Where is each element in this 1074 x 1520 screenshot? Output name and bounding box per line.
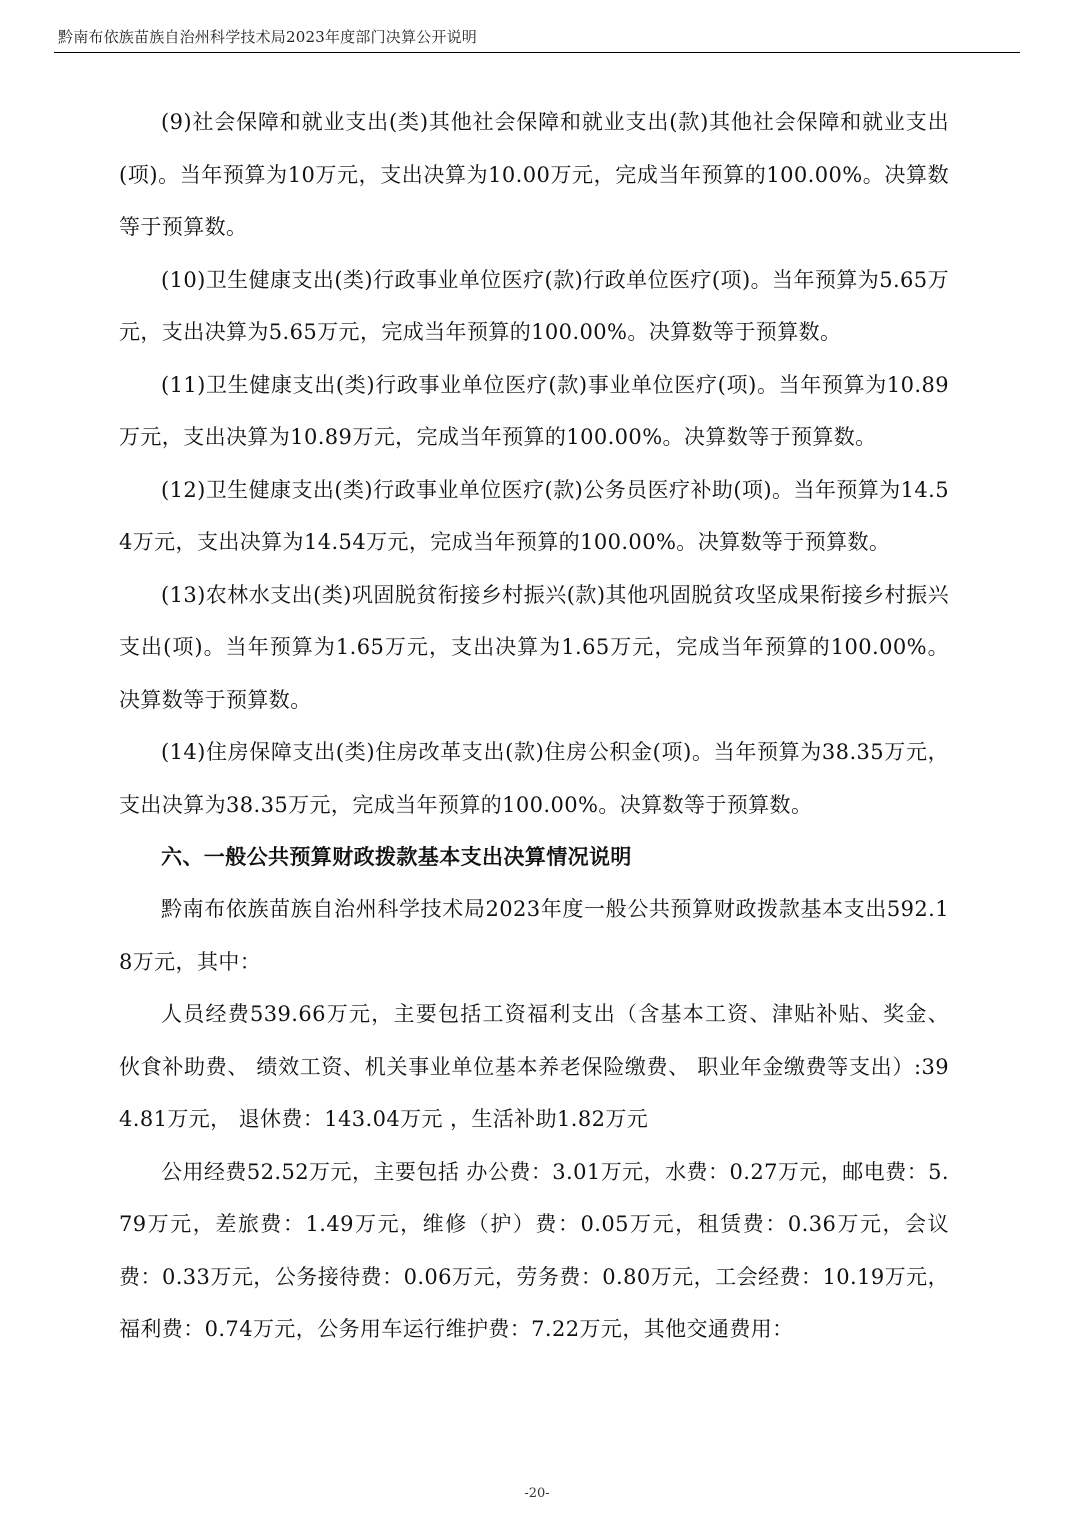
- section-intro-paragraph: 黔南布依族苗族自治州科学技术局2023年度一般公共预算财政拨款基本支出592.18万元，其中：: [119, 897, 949, 974]
- section-heading: 六、一般公共预算财政拨款基本支出决算情况说明: [161, 845, 632, 869]
- paragraph-item-13: (13)农林水支出(类)巩固脱贫衔接乡村振兴(款)其他巩固脱贫攻坚成果衔接乡村振兴支出(项)。当年预算为1.65万元，支出决算为1.65万元，完成当年预算的100.00%。决算数等于预算数。: [119, 582, 949, 712]
- public-expense-paragraph: 公用经费52.52万元，主要包括 办公费：3.01万元，水费：0.27万元，邮电费：5.79万元，差旅费：1.49万元，维修（护）费：0.05万元，租赁费：0.36万元，会议费：0.33万元，公务接待费：0.06万元，劳务费：0.80万元，工会经费：10.19万元，福利费：0.74万元，公务用车运行维护费：7.22万元，其他交通费用：: [119, 1159, 949, 1341]
- paragraph-item-11: (11)卫生健康支出(类)行政事业单位医疗(款)事业单位医疗(项)。当年预算为10.89万元，支出决算为10.89万元，完成当年预算的100.00%。决算数等于预算数。: [119, 372, 949, 449]
- paragraph-item-10: (10)卫生健康支出(类)行政事业单位医疗(款)行政单位医疗(项)。当年预算为5.65万元，支出决算为5.65万元，完成当年预算的100.00%。决算数等于预算数。: [119, 267, 949, 344]
- paragraph-item-9: (9)社会保障和就业支出(类)其他社会保障和就业支出(款)其他社会保障和就业支出(项)。当年预算为10万元，支出决算为10.00万元，完成当年预算的100.00%。决算数等于预算数。: [119, 110, 949, 239]
- personnel-expense-paragraph: 人员经费539.66万元，主要包括工资福利支出（含基本工资、津贴补贴、奖金、 伙食补助费、 绩效工资、机关事业单位基本养老保险缴费、 职业年金缴费等支出）:394.81万元， 退休费：143.04万元 ，生活补助1.82万元: [119, 1002, 949, 1131]
- paragraph-item-12: (12)卫生健康支出(类)行政事业单位医疗(款)公务员医疗补助(项)。当年预算为14.54万元，支出决算为14.54万元，完成当年预算的100.00%。决算数等于预算数。: [119, 477, 949, 554]
- paragraph-item-14: (14)住房保障支出(类)住房改革支出(款)住房公积金(项)。当年预算为38.35万元，支出决算为38.35万元，完成当年预算的100.00%。决算数等于预算数。: [119, 740, 949, 817]
- header-divider: [54, 52, 1020, 53]
- page-number: -20-: [524, 1486, 550, 1501]
- document-body: [119, 96, 949, 1356]
- page-header-title: 黔南布依族苗族自治州科学技术局2023年度部门决算公开说明: [58, 28, 477, 46]
